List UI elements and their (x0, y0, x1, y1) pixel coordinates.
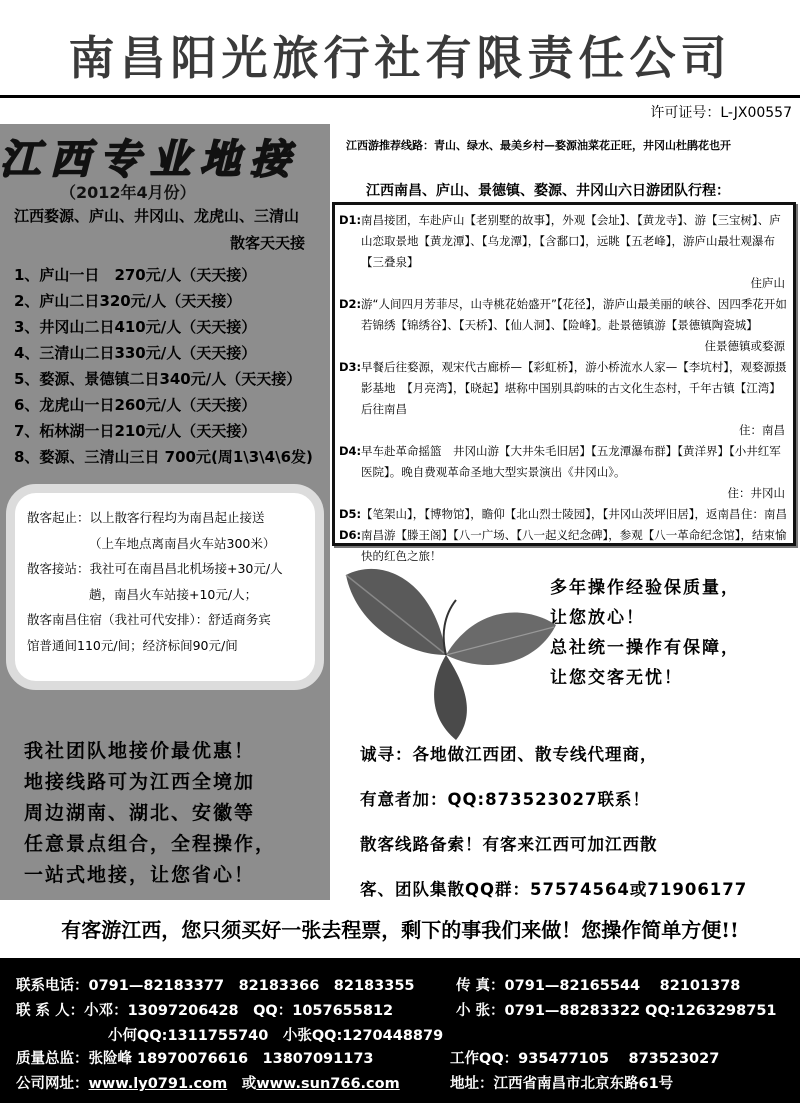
phone-line: 联系电话：0791—82183377 82183366 82183355 (16, 978, 415, 994)
day-stay: 住：南昌 (739, 423, 785, 437)
price-item: 2、庐山二日320元/人（天天接） (14, 292, 242, 310)
slogan-line: 总社统一操作有保障， (550, 638, 740, 658)
website-link[interactable]: www.sun766.com (256, 1076, 400, 1092)
slogan-line: 一站式地接，让您省心！ (24, 864, 256, 886)
daily-label: 散客天天接 (230, 234, 306, 252)
day-stay: 住：井冈山 (727, 486, 785, 500)
day-text: 游“人间四月芳菲尽，山寺桃花始盛开”【花径】，游庐山最美丽的峡谷、因四季花开如若锦绣【锦绣谷】、【天桥】、【仙人洞】、【险峰】。赴景德镇游【景德镇陶瓷城】 (361, 297, 787, 332)
slogan-line: 地接线路可为江西全境加 (24, 771, 256, 793)
price-item: 7、柘林湖一日210元/人（天天接） (14, 422, 257, 440)
day-text: 【笔架山】，【博物馆】，瞻仰【北山烈士陵园】，【井冈山茨坪旧居】，返南昌 (361, 507, 741, 521)
contact-footer (0, 958, 800, 1103)
main-slogan: 有客游江西，您只须买好一张去程票，剩下的事我们来做！您操作简单方便!! (61, 918, 739, 942)
header-divider (0, 95, 800, 98)
areas-heading: 江西婺源、庐山、井冈山、龙虎山、三清山 (14, 207, 300, 225)
day-label: D3: (339, 360, 362, 374)
zhang-contact-line: 小 张：0791—88283322 QQ:1263298751 (456, 1003, 777, 1019)
slogan-line: 让您交客无忧！ (550, 668, 683, 688)
day-stay: 住景德镇或婺源 (704, 339, 785, 353)
price-item: 8、婺源、三清山三日 700元(周1\3\4\6发) (14, 448, 313, 466)
recruit-line: 诚寻：各地做江西团、散专线代理商， (360, 745, 658, 764)
day-stay: 住：南昌 (741, 507, 787, 521)
day-label: D6: (339, 528, 362, 542)
leaf-illustration (326, 545, 566, 745)
itinerary-day (339, 441, 787, 504)
fax-line: 传 真：0791—82165544 82101378 (456, 978, 741, 994)
note-line: （上车地点离南昌火车站300米） (89, 535, 276, 551)
month-label: （2012年4月份） (60, 183, 196, 202)
day-stay: 住庐山 (750, 276, 785, 290)
slogan-line: 周边湖南、湖北、安徽等 (24, 802, 256, 824)
recommended-route: 江西游推荐线路：青山、绿水、最美乡村—婺源油菜花正旺，井冈山杜鹃花也开 (346, 139, 731, 152)
note-line: 馆普通间110元/间；经济标间90元/间 (27, 637, 238, 653)
day-label: D4: (339, 444, 362, 458)
day-text: 早餐后往婺源，观宋代古廊桥—【彩虹桥】，游小桥流水人家—【李坑村】，观婺源摄影基地 【月亮湾】，【晓起】堪称中国别具韵味的古文化生态村，千年古镇【江湾】后往南昌 (361, 360, 787, 416)
website-line (16, 1072, 400, 1093)
individual-traveler-notes (6, 484, 324, 690)
address-line: 地址：江西省南昌市北京东路61号 (450, 1076, 674, 1092)
price-item: 4、三清山二日330元/人（天天接） (14, 344, 257, 362)
website-label: 公司网址： (16, 1076, 89, 1092)
slogan-line: 任意景点组合，全程操作， (24, 833, 277, 855)
company-title: 南昌阳光旅行社有限责任公司 (68, 31, 732, 85)
quality-manager-line: 质量总监：张险峰 18970076616 13807091173 (16, 1051, 374, 1067)
slogan-line: 我社团队地接价最优惠！ (24, 740, 256, 762)
day-text: 早车赴革命摇篮 井冈山游【大井朱毛旧居】【五龙潭瀑布群】【黄洋界】【小井红军医院】。晚自费观革命圣地大型实景演出《井冈山》。 (361, 444, 781, 479)
quality-slogan (550, 573, 740, 693)
price-item: 3、井冈山二日410元/人（天天接） (14, 318, 257, 336)
group-price-slogan (24, 736, 276, 891)
itinerary-day (339, 504, 787, 525)
itinerary-box (332, 202, 796, 563)
price-item: 1、庐山一日 270元/人（天天接） (14, 266, 257, 284)
note-line: 散客接站：我社可在南昌昌北机场接+30元/人 (27, 561, 283, 576)
note-line: 趟，南昌火车站接+10元/人； (89, 586, 258, 602)
website-link[interactable]: www.ly0791.com (88, 1076, 228, 1092)
recruit-line: 散客线路备索！有客来江西可加江西散 (360, 835, 658, 854)
itinerary-title: 江西南昌、庐山、景德镇、婺源、井冈山六日游团队行程： (366, 183, 730, 199)
website-or: 或 (241, 1076, 257, 1092)
itinerary-day (339, 210, 787, 294)
leaf-icon (346, 569, 556, 740)
license-number: 许可证号：L-JX00557 (650, 105, 792, 121)
day-label: D5: (339, 507, 362, 521)
price-item: 6、龙虎山一日260元/人（天天接） (14, 396, 257, 414)
jiangxi-local-logo: 江西专业地接 (0, 136, 300, 183)
note-line: 散客起止：以上散客行程均为南昌起止接送 (27, 510, 265, 525)
contact-person-line: 联 系 人：小邓：13097206428 QQ：1057655812 (16, 1003, 394, 1019)
day-label: D1: (339, 213, 362, 227)
agent-recruitment (360, 732, 747, 912)
slogan-line: 让您放心！ (550, 608, 645, 628)
note-line: 散客南昌住宿（我社可代安排）：舒适商务宾 (27, 612, 271, 627)
recruit-line: 有意者加：QQ:873523027联系！ (360, 790, 650, 809)
slogan-line: 多年操作经验保质量， (550, 578, 740, 598)
day-text: 南昌接团，车赴庐山【老别墅的故事】，外观【会址】、【黄龙寺】、游【三宝树】、庐山恋取景地【黄龙潭】、【乌龙潭】，【含鄱口】，远眺【五老峰】，游庐山最壮观瀑布【三叠泉】 (361, 213, 781, 269)
recruit-line: 客、团队集散QQ群：57574564或71906177 (360, 880, 748, 899)
qq-line: 小何QQ:1311755740 小张QQ:1270448879 (108, 1028, 444, 1044)
itinerary-day (339, 357, 787, 441)
itinerary-day (339, 294, 787, 357)
day-text: 南昌游【滕王阁】【八一广场、【八一起义纪念碑】，参观【八一革命纪念馆】，结束愉快的红色之旅！ (361, 528, 787, 563)
price-list (14, 262, 313, 470)
day-label: D2: (339, 297, 362, 311)
work-qq-line: 工作QQ：935477105 873523027 (450, 1051, 720, 1067)
price-item: 5、婺源、景德镇二日340元/人（天天接） (14, 370, 302, 388)
